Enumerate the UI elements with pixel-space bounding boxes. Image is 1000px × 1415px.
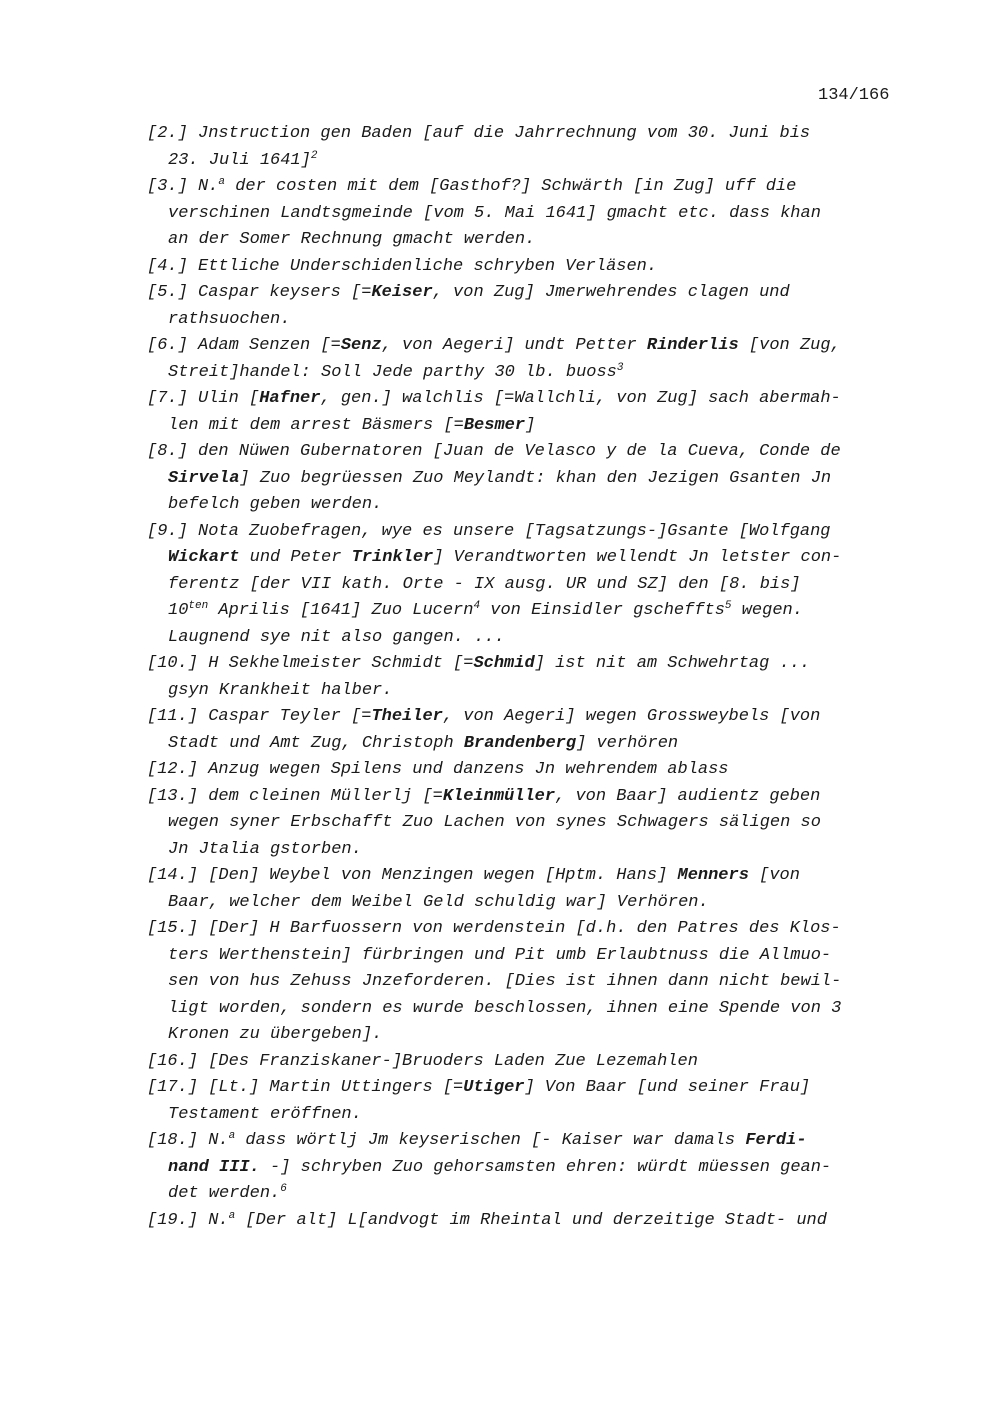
- entry-text: [6.] Adam Senzen [=: [147, 336, 341, 355]
- bold-name: Hafner: [259, 389, 321, 408]
- agenda-entry: [147, 1128, 937, 1208]
- entry-text: von Einsidler gscheffts: [480, 601, 725, 620]
- bold-name: Keiser: [371, 283, 433, 302]
- bold-name: Brandenberg: [463, 733, 577, 753]
- agenda-entry: [147, 386, 937, 439]
- entry-text: ] Zuo begrüessen Zuo Meylandt: khan den Jezigen Gsanten Jn: [239, 468, 832, 488]
- entry-text: Stadt und Amt Zug, Christoph: [168, 733, 464, 753]
- entry-text: befelch geben werden.: [168, 495, 383, 514]
- entry-text: Testament eröffnen.: [168, 1104, 362, 1124]
- agenda-entry: [147, 1208, 937, 1235]
- entry-text: Laugnend sye nit also gangen. ...: [168, 627, 505, 647]
- entry-text: verschinen Landtsgmeinde [vom 5. Mai 1641] gmacht etc. dass khan: [168, 203, 821, 223]
- bold-name: Menners: [677, 866, 749, 885]
- entry-text: 10: [168, 601, 189, 620]
- entry-text: [9.] Nota Zuobefragen, wye es unsere [Tagsatzungs-]Gsante [Wolfgang: [147, 521, 831, 541]
- entry-text: [2.] Jnstruction gen Baden [auf die Jahrrechnung vom 30. Juni bis: [147, 124, 811, 143]
- footnote-marker: a: [228, 1209, 236, 1222]
- entry-text: [Der alt] L[andvogt im Rheintal und derzeitige Stadt- und: [235, 1210, 827, 1230]
- bold-name: nand III.: [168, 1157, 260, 1177]
- page-number: 134/166: [818, 86, 890, 105]
- agenda-entry: [147, 704, 937, 757]
- agenda-entry: [147, 757, 937, 784]
- bold-name: Senz: [340, 336, 382, 355]
- entry-text: [von Zug,: [738, 336, 841, 355]
- agenda-entry: [147, 121, 937, 174]
- entry-text: , von Baar] audientz geben: [555, 786, 821, 806]
- agenda-entry: [147, 333, 937, 386]
- entry-text: an der Somer Rechnung gmacht werden.: [168, 230, 536, 249]
- bold-name: Wickart: [168, 548, 240, 567]
- minutes-entry-list: [147, 121, 937, 1234]
- entry-text: [7.] Ulin [: [147, 389, 260, 408]
- entry-text: [19.] N.: [147, 1210, 229, 1230]
- agenda-entry: [147, 174, 937, 254]
- bold-name: Utiger: [463, 1078, 525, 1097]
- agenda-entry: [147, 439, 937, 519]
- entry-text: [17.] [Lt.] Martin Uttingers [=: [147, 1078, 464, 1097]
- bold-name: Besmer: [463, 415, 526, 435]
- entry-text: rathsuochen.: [168, 309, 291, 329]
- bold-name: Sirvela: [168, 468, 240, 488]
- entry-text: wegen.: [731, 601, 803, 620]
- entry-text: wegen syner Erbschafft Zuo Lachen von synes Schwagers säligen so: [168, 813, 821, 832]
- entry-text: [11.] Caspar Teyler [=: [147, 707, 372, 726]
- agenda-entry: [147, 863, 937, 916]
- entry-text: [12.] Anzug wegen Spilens und danzens Jn wehrendem ablass: [147, 760, 729, 779]
- entry-text: , von Zug] Jmerwehrendes clagen und: [432, 283, 790, 302]
- agenda-entry: [147, 1075, 937, 1128]
- bold-name: Trinkler: [351, 548, 434, 567]
- entry-text: [10.] H Sekhelmeister Schmidt [=: [147, 654, 474, 673]
- entry-text: ] Verandtworten wellendt Jn letster con-: [433, 548, 842, 567]
- agenda-entry: [147, 1049, 937, 1076]
- entry-text: [von: [748, 866, 800, 885]
- bold-name: Schmid: [473, 654, 535, 673]
- entry-text: Kronen zu übergeben].: [168, 1025, 383, 1044]
- entry-text: ] verhören: [576, 733, 679, 753]
- entry-text: [4.] Ettliche Underschidenliche schryben Verläsen.: [147, 256, 658, 276]
- entry-text: [13.] dem cleinen Müllerlj [=: [147, 786, 443, 806]
- footnote-marker: 5: [724, 600, 732, 612]
- entry-text: gsyn Krankheit halber.: [168, 680, 393, 700]
- bold-name: Kleinmüller: [442, 786, 556, 806]
- entry-text: 23. Juli 1641]: [168, 150, 311, 170]
- footnote-marker: 4: [473, 600, 481, 612]
- entry-text: ] ist nit am Schwehrtag ...: [534, 654, 811, 673]
- agenda-entry: [147, 916, 937, 1049]
- entry-text: [14.] [Den] Weybel von Menzingen wegen [Hptm. Hans]: [147, 866, 678, 885]
- entry-text: , von Aegeri] wegen Grossweybels [von: [442, 707, 821, 726]
- entry-text: , gen.] walchlis [=Wallchli, von Zug] sach abermah-: [320, 389, 841, 408]
- entry-text: ters Werthenstein] fürbringen und Pit umb Erlaubtnuss die Allmuo-: [168, 945, 832, 965]
- entry-text: dass wörtlj Jm keyserischen [- Kaiser war damals: [235, 1131, 746, 1150]
- bold-name: Ferdi-: [745, 1131, 807, 1150]
- footnote-marker: 2: [310, 149, 318, 162]
- agenda-entry: [147, 254, 937, 281]
- entry-text: sen von hus Zehuss Jnzeforderen. [Dies ist ihnen dann nicht bewil-: [168, 972, 842, 991]
- entry-text: [8.] den Nüwen Gubernatoren [Juan de Velasco y de la Cueva, Conde de: [147, 442, 841, 461]
- entry-text: Aprilis [1641] Zuo Lucern: [208, 601, 474, 620]
- bold-name: Theiler: [371, 707, 443, 726]
- footnote-marker: 6: [280, 1183, 287, 1195]
- agenda-entry: [147, 280, 937, 333]
- agenda-entry: [147, 784, 937, 864]
- footnote-marker: 3: [616, 361, 624, 374]
- footnote-marker: ten: [188, 600, 209, 612]
- entry-text: [3.] N.: [147, 177, 219, 196]
- entry-text: len mit dem arrest Bäsmers [=: [168, 415, 464, 435]
- agenda-entry: [147, 519, 937, 652]
- entry-text: [15.] [Der] H Barfuossern von werdenstein [d.h. den Patres des Klos-: [147, 919, 841, 938]
- entry-text: und Peter: [239, 548, 352, 567]
- entry-text: Streit]handel: Soll Jede parthy 30 lb. buoss: [168, 362, 617, 382]
- footnote-marker: a: [228, 1130, 236, 1142]
- entry-text: ] Von Baar [und seiner Frau]: [524, 1078, 811, 1097]
- entry-text: ]: [525, 415, 536, 435]
- entry-text: Jn Jtalia gstorben.: [168, 839, 362, 859]
- entry-text: Baar, welcher dem Weibel Geld schuldig war] Verhören.: [168, 892, 709, 912]
- bold-name: Rinderlis: [646, 336, 739, 355]
- entry-text: [16.] [Des Franziskaner-]Bruoders Laden Zue Lezemahlen: [147, 1051, 698, 1071]
- entry-text: ligt worden, sondern es wurde beschlossen, ihnen eine Spende von 3: [168, 998, 842, 1018]
- entry-text: [18.] N.: [147, 1131, 229, 1150]
- entry-text: ferentz [der VII kath. Orte - IX ausg. UR und SZ] den [8. bis]: [168, 574, 801, 594]
- agenda-entry: [147, 651, 937, 704]
- entry-text: det werden.: [168, 1184, 281, 1203]
- footnote-marker: a: [218, 176, 226, 188]
- entry-text: -] schryben Zuo gehorsamsten ehren: würdt müessen gean-: [259, 1157, 832, 1177]
- entry-text: , von Aegeri] undt Petter: [381, 336, 647, 355]
- entry-text: [5.] Caspar keysers [=: [147, 283, 372, 302]
- entry-text: der costen mit dem [Gasthof?] Schwärth [in Zug] uff die: [225, 177, 797, 196]
